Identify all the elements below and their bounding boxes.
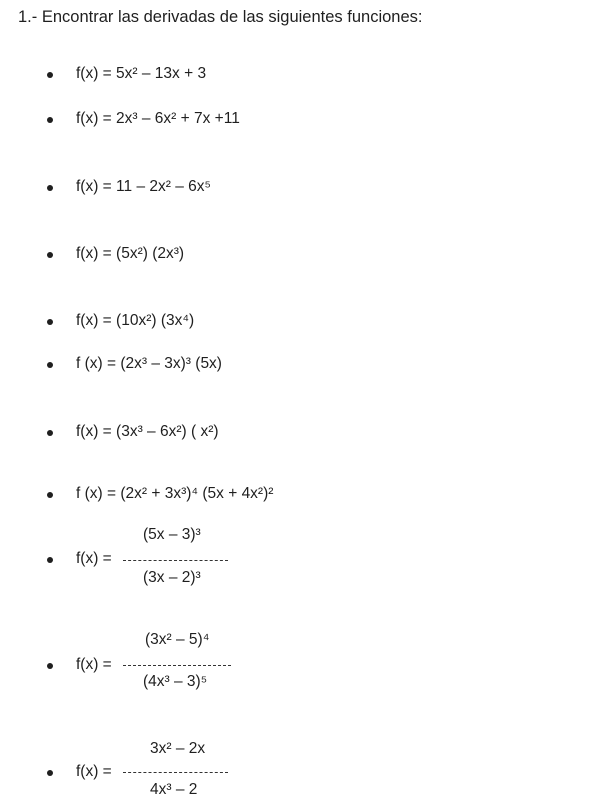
- fraction-2-bar: [123, 665, 231, 666]
- fraction-2-denominator: (4x³ – 3)⁵: [143, 673, 208, 690]
- bullet-icon: [47, 663, 53, 669]
- function-item-2: f(x) = 2x³ – 6x² + 7x +11: [76, 110, 240, 127]
- bullet-icon: [47, 72, 53, 78]
- function-item-1: f(x) = 5x² – 13x + 3: [76, 65, 207, 82]
- function-item-5: f(x) = (10x²) (3x⁴): [76, 312, 195, 329]
- function-item-6: f (x) = (2x³ – 3x)³ (5x): [76, 355, 222, 372]
- bullet-icon: [47, 319, 53, 325]
- bullet-icon: [47, 252, 53, 258]
- bullet-icon: [47, 492, 53, 498]
- function-item-8: f (x) = (2x² + 3x³)⁴ (5x + 4x²)²: [76, 485, 274, 502]
- fraction-3-denominator: 4x³ – 2: [150, 781, 198, 798]
- bullet-icon: [47, 185, 53, 191]
- fraction-1-lhs: f(x) =: [76, 550, 112, 567]
- fraction-2-lhs: f(x) =: [76, 656, 112, 673]
- bullet-icon: [47, 362, 53, 368]
- function-item-3: f(x) = 11 – 2x² – 6x⁵: [76, 178, 211, 195]
- function-item-4: f(x) = (5x²) (2x³): [76, 245, 185, 262]
- bullet-icon: [47, 557, 53, 563]
- fraction-1-numerator: (5x – 3)³: [143, 526, 201, 543]
- fraction-3-bar: [123, 772, 228, 773]
- fraction-3-numerator: 3x² – 2x: [150, 740, 206, 757]
- fraction-1-denominator: (3x – 2)³: [143, 569, 201, 586]
- bullet-icon: [47, 430, 53, 436]
- fraction-3-lhs: f(x) =: [76, 763, 112, 780]
- exercise-heading: 1.- Encontrar las derivadas de las siguientes funciones:: [18, 8, 423, 26]
- fraction-2-numerator: (3x² – 5)⁴: [145, 631, 210, 648]
- bullet-icon: [47, 117, 53, 123]
- bullet-icon: [47, 770, 53, 776]
- fraction-1-bar: [123, 560, 228, 561]
- function-item-7: f(x) = (3x³ – 6x²) ( x²): [76, 423, 219, 440]
